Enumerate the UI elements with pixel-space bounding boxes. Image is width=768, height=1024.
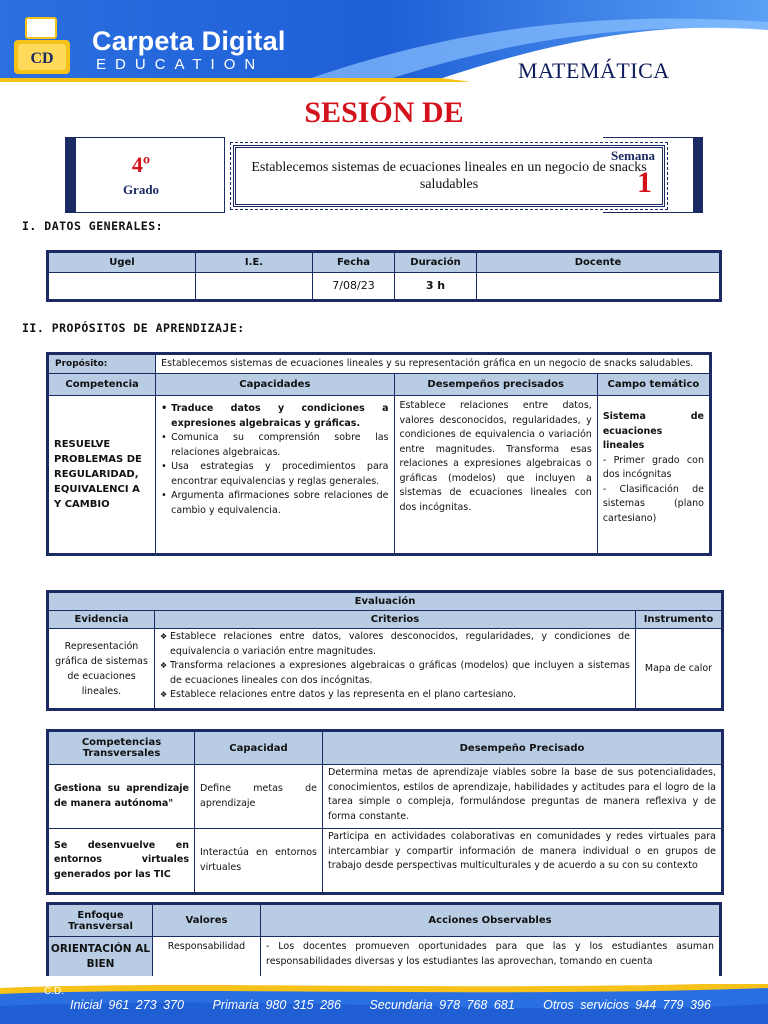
footer-banner <box>0 984 768 1024</box>
enfoque-value: ORIENTACIÓN AL BIEN <box>49 937 153 977</box>
week-box <box>603 137 693 213</box>
header-instrumento: Instrumento <box>636 611 722 629</box>
criterio-item: ❖ Establece relaciones entre datos, valores desconocidos, regularidades, y condiciones de equivalencia o variación entre magnitudes. <box>160 630 630 659</box>
propositos-table-wrapper <box>46 352 712 556</box>
header-competencias-transversales: Competencias Transversales <box>49 732 195 765</box>
propositos-table <box>48 354 710 554</box>
enfoque-table <box>48 904 720 976</box>
datos-header-duracion: Duración <box>395 253 477 273</box>
footer-contacts <box>70 998 733 1012</box>
header-capacidad: Capacidad <box>195 732 323 765</box>
evaluacion-title: Evaluación <box>49 593 722 611</box>
campo-title: Sistema de ecuaciones lineales <box>602 411 704 451</box>
instrumento-text: Mapa de calor <box>636 629 722 709</box>
svg-text:CD: CD <box>30 50 54 67</box>
campo-tematico-cell <box>597 396 709 554</box>
footer-contact-inicial: Inicial 961 273 370 <box>70 998 184 1012</box>
capacidades-cell <box>156 396 394 554</box>
competencia-text: RESUELVE PROBLEMAS DE REGULARIDAD, EQUIVALENCI A Y CAMBIO <box>49 396 156 554</box>
header-competencia: Competencia <box>49 374 156 396</box>
session-left-bar <box>65 137 75 213</box>
valor-value: Responsabilidad <box>153 937 261 977</box>
datos-table-wrapper <box>46 250 722 302</box>
header-capacidades: Capacidades <box>156 374 394 396</box>
session-topic: Establecemos sistemas de ecuaciones lineales en un negocio de snacks saludables <box>251 160 647 192</box>
datos-header-docente: Docente <box>477 253 720 273</box>
transversal-capacidad: Interactúa en entornos virtuales <box>195 829 323 893</box>
capacidad-item: • Traduce datos y condiciones a expresiones algebraicas y gráficas. <box>161 402 388 431</box>
session-right-bar <box>693 137 703 213</box>
section-heading-datos: I. DATOS GENERALES: <box>22 219 164 233</box>
session-box <box>65 137 703 213</box>
week-number: 1 <box>637 166 652 199</box>
evaluacion-table-wrapper <box>46 590 724 711</box>
footer-contact-secundaria: Secundaria 978 768 681 <box>369 998 515 1012</box>
subject-title: MATEMÁTICA <box>518 58 670 83</box>
enfoque-table-wrapper <box>46 902 722 976</box>
footer-contact-primaria: Primaria 980 315 286 <box>212 998 341 1012</box>
header-valores: Valores <box>153 905 261 937</box>
header-criterios: Criterios <box>155 611 636 629</box>
header-desempeno-precisado: Desempeño Precisado <box>323 732 722 765</box>
evidencia-text: Representación gráfica de sistemas de ecuaciones lineales. <box>49 629 155 709</box>
header-desempenos: Desempeños precisados <box>394 374 597 396</box>
campo-item: - Primer grado con dos incógnitas <box>602 454 704 480</box>
header-campo-tematico: Campo temático <box>597 374 709 396</box>
datos-docente-value <box>477 273 720 300</box>
grade-label: Grado <box>122 182 160 197</box>
datos-header-ie: I.E. <box>196 253 313 273</box>
footer-contact-otros: Otros servicios 944 779 396 <box>543 998 711 1012</box>
capacidad-item: • Argumenta afirmaciones sobre relaciones de cambio y equivalencia. <box>161 489 388 518</box>
brand-logo-icon <box>6 10 90 78</box>
campo-item: - Clasificación de sistemas (plano cartesiano) <box>602 483 704 524</box>
footer-cd: C.D. <box>44 986 64 997</box>
transversal-desempeno: Determina metas de aprendizaje viables sobre la base de sus potencialidades, conocimientos, estilos de aprendizaje, habilidades y actitudes para el logro de la tarea simple o compleja, formulándose preguntas de manera reflexiva y de forma constante. <box>323 765 722 829</box>
proposito-label: Propósito: <box>49 355 156 374</box>
datos-header-fecha: Fecha <box>313 253 395 273</box>
criterios-cell <box>155 629 636 709</box>
evaluacion-table <box>48 592 722 709</box>
transversales-table-wrapper <box>46 729 724 895</box>
grade-box <box>75 137 225 213</box>
header-enfoque-transversal: Enfoque Transversal <box>49 905 153 937</box>
datos-duracion-value: 3 h <box>395 273 477 300</box>
session-title: SESIÓN DE <box>304 96 464 129</box>
datos-fecha-value: 7/08/23 <box>313 273 395 300</box>
capacidad-item: • Usa estrategias y procedimientos para encontrar equivalencias y reglas generales. <box>161 460 388 489</box>
section-heading-propositos: II. PROPÓSITOS DE APRENDIZAJE: <box>22 321 245 335</box>
datos-table <box>48 252 720 300</box>
desempenos-text: Establece relaciones entre datos, valores desconocidos, regularidades, y condiciones de equivalencia o variación entre magnitudes. Transforma esas relaciones a expresiones algebraicas o gráficas (modelos) que incluyen a sistemas de ecuaciones lineales con dos incógnitas. <box>394 396 597 554</box>
transversal-competencia: Se desenvuelve en entornos virtuales generados por las TIC <box>49 829 195 893</box>
brand-subtitle: EDUCATION <box>96 56 265 73</box>
transversales-table <box>48 731 722 893</box>
transversal-desempeno: Participa en actividades colaborativas en comunidades y redes virtuales para intercambiar y compartir información de manera individual o en grupos de trabajo desde perspectivas multiculturales y de acuerdo a su con su contexto <box>323 829 722 893</box>
datos-header-ugel: Ugel <box>49 253 196 273</box>
week-label: Semana <box>611 148 656 163</box>
header-acciones-observables: Acciones Observables <box>261 905 720 937</box>
header-evidencia: Evidencia <box>49 611 155 629</box>
datos-ie-value <box>196 273 313 300</box>
proposito-text: Establecemos sistemas de ecuaciones lineales y su representación gráfica en un negocio de snacks saludables. <box>156 355 710 374</box>
transversal-capacidad: Define metas de aprendizaje <box>195 765 323 829</box>
criterio-item: ❖ Transforma relaciones a expresiones algebraicas o gráficas (modelos) que incluyen a sistemas de ecuaciones lineales con dos incógnitas. <box>160 659 630 688</box>
criterio-item: ❖ Establece relaciones entre datos y las representa en el plano cartesiano. <box>160 688 630 703</box>
brand-title: Carpeta Digital <box>92 26 286 56</box>
acciones-text: - Los docentes promueven oportunidades para que las y los estudiantes asuman responsabilidades diversas y los estudiantes las aprovechan, tomando en cuenta <box>261 937 720 977</box>
topic-frame <box>233 145 665 207</box>
datos-ugel-value <box>49 273 196 300</box>
grade-number: 4º <box>131 152 151 177</box>
capacidad-item: • Comunica su comprensión sobre las relaciones algebraicas. <box>161 431 388 460</box>
transversal-competencia: Gestiona su aprendizaje de manera autónoma" <box>49 765 195 829</box>
